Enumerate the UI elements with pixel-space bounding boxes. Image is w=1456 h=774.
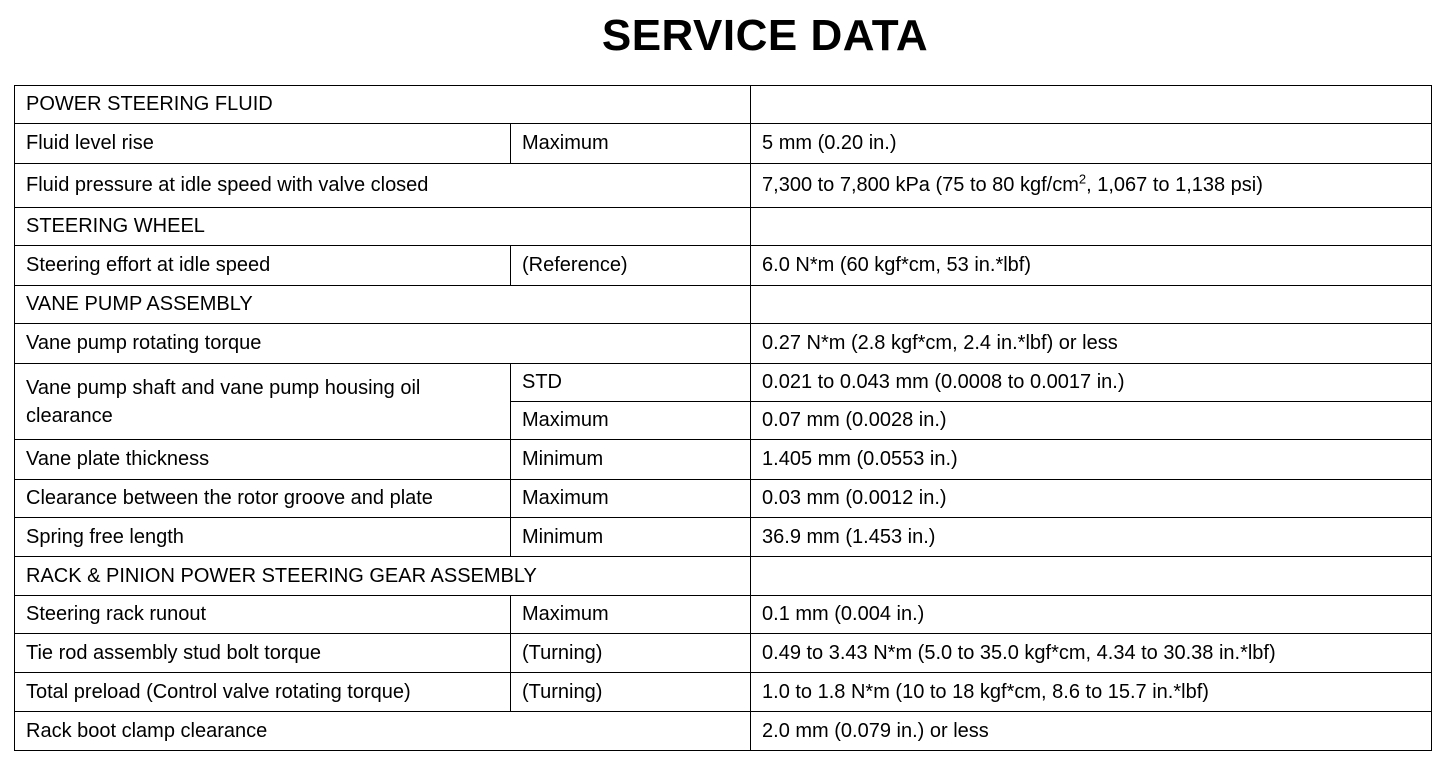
table-row: [15, 712, 1432, 751]
item-condition: Maximum: [511, 124, 751, 164]
item-value: 0.021 to 0.043 mm (0.0008 to 0.0017 in.): [751, 364, 1432, 402]
table-row-section: [15, 208, 1432, 246]
section-heading: POWER STEERING FLUID: [15, 86, 751, 124]
item-value: 6.0 N*m (60 kgf*cm, 53 in.*lbf): [751, 246, 1432, 286]
table-row: [15, 364, 1432, 402]
item-value: 5 mm (0.20 in.): [751, 124, 1432, 164]
table-row-section: [15, 86, 1432, 124]
section-heading: STEERING WHEEL: [15, 208, 751, 246]
item-label: Steering rack runout: [15, 596, 511, 634]
item-label: Vane plate thickness: [15, 440, 511, 480]
item-condition: Minimum: [511, 518, 751, 557]
item-value: [751, 164, 1432, 208]
item-label: Rack boot clamp clearance: [15, 712, 751, 751]
item-value: 0.1 mm (0.004 in.): [751, 596, 1432, 634]
item-value: 0.07 mm (0.0028 in.): [751, 402, 1432, 440]
empty-cell: [751, 557, 1432, 596]
item-value: 2.0 mm (0.079 in.) or less: [751, 712, 1432, 751]
table-row: [15, 246, 1432, 286]
table-row: [15, 124, 1432, 164]
item-condition: Maximum: [511, 402, 751, 440]
table-row: [15, 634, 1432, 673]
item-condition: Maximum: [511, 480, 751, 518]
item-label: Fluid level rise: [15, 124, 511, 164]
item-condition: Maximum: [511, 596, 751, 634]
table-row: [15, 518, 1432, 557]
item-value: 0.03 mm (0.0012 in.): [751, 480, 1432, 518]
table-row: [15, 440, 1432, 480]
item-value: 0.49 to 3.43 N*m (5.0 to 35.0 kgf*cm, 4.34 to 30.38 in.*lbf): [751, 634, 1432, 673]
item-value: 1.405 mm (0.0553 in.): [751, 440, 1432, 480]
item-label: Vane pump rotating torque: [15, 324, 751, 364]
empty-cell: [751, 86, 1432, 124]
item-label: Fluid pressure at idle speed with valve closed: [15, 164, 751, 208]
empty-cell: [751, 286, 1432, 324]
item-value: 36.9 mm (1.453 in.): [751, 518, 1432, 557]
page-title: SERVICE DATA: [601, 11, 929, 60]
item-value: 1.0 to 1.8 N*m (10 to 18 kgf*cm, 8.6 to 15.7 in.*lbf): [751, 673, 1432, 712]
table-row: [15, 324, 1432, 364]
item-label: Tie rod assembly stud bolt torque: [15, 634, 511, 673]
service-data-table: [14, 85, 1432, 751]
table-row: [15, 596, 1432, 634]
item-value: 0.27 N*m (2.8 kgf*cm, 2.4 in.*lbf) or less: [751, 324, 1432, 364]
section-heading: RACK & PINION POWER STEERING GEAR ASSEMBLY: [15, 557, 751, 596]
item-label: Steering effort at idle speed: [15, 246, 511, 286]
item-label: Total preload (Control valve rotating torque): [15, 673, 511, 712]
item-condition: (Turning): [511, 634, 751, 673]
item-condition: (Reference): [511, 246, 751, 286]
empty-cell: [751, 208, 1432, 246]
value-text: , 1,067 to 1,138 psi): [1086, 174, 1263, 196]
table-row: [15, 164, 1432, 208]
table-row: [15, 480, 1432, 518]
section-heading: VANE PUMP ASSEMBLY: [15, 286, 751, 324]
item-condition: (Turning): [511, 673, 751, 712]
item-label: Clearance between the rotor groove and plate: [15, 480, 511, 518]
table-row-section: [15, 286, 1432, 324]
table-row-section: [15, 557, 1432, 596]
item-condition: Minimum: [511, 440, 751, 480]
item-condition: STD: [511, 364, 751, 402]
value-text: 7,300 to 7,800 kPa (75 to 80 kgf/cm: [762, 174, 1079, 196]
superscript: 2: [1078, 171, 1087, 187]
item-label: Spring free length: [15, 518, 511, 557]
table-row: [15, 673, 1432, 712]
item-label: Vane pump shaft and vane pump housing oil clearance: [15, 364, 511, 440]
